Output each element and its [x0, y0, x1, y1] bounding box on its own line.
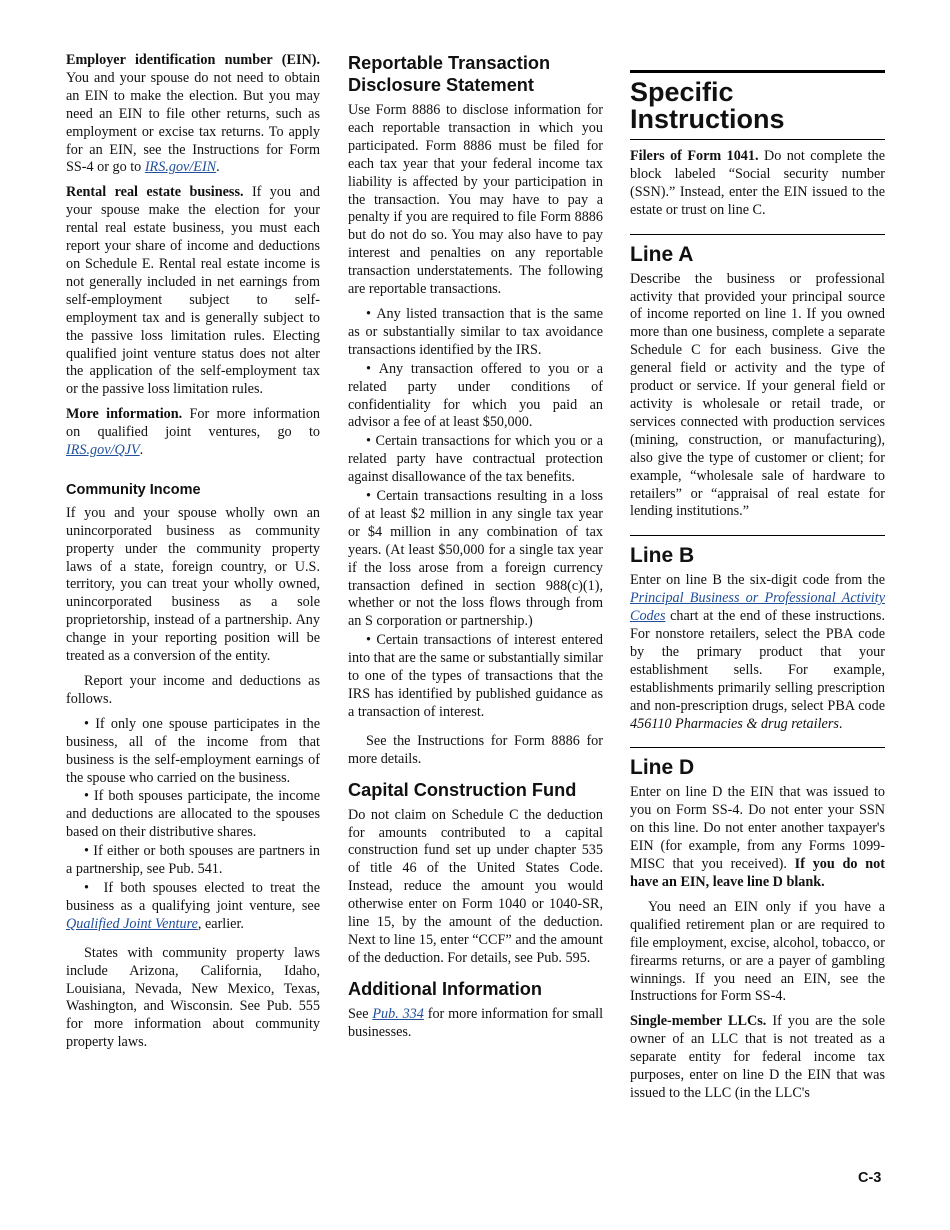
section-divider — [630, 234, 885, 235]
list-item: • Any listed transaction that is the same as or substantially similar to tax avoidance transactions identified by the IRS. — [348, 306, 603, 360]
line-b-mid: chart at the end of these instructions. For nonstore retailers, select the PBA code by the primary product that your establishment sells. For example, establishments primarily selling prescription and non-prescription drugs, select PBA code — [630, 608, 886, 714]
report-paragraph: Report your income and deductions as follows. — [66, 673, 320, 707]
list-item: • If either or both spouses are partners in a partnership, see Pub. 541. — [66, 843, 320, 879]
more-info-paragraph — [66, 406, 320, 460]
section-divider — [630, 535, 885, 536]
specific-instructions-heading: Specific Instructions — [630, 77, 785, 134]
list-item: • Certain transactions resulting in a loss of at least $2 million in any single tax year or $4 million in any combination of tax years. (At least $50,000 for a single tax year if the loss arose from a foreign currency transaction defined in section 988(c)(1), whether or not the loss flows through from an S corporation or partnership.) — [348, 488, 603, 631]
section-divider — [630, 747, 885, 748]
rtds-heading: Reportable Transaction Disclosure Statement — [348, 53, 551, 95]
list-item: • If only one spouse participates in the business, all of the income from that business is the self-employment earnings of the spouse who carried on the business. — [66, 716, 320, 788]
filers-paragraph — [630, 148, 885, 220]
qjv-bullet-end: , earlier. — [197, 915, 244, 932]
irs-ein-link[interactable]: IRS.gov/EIN — [144, 159, 217, 176]
line-b-code: 456110 Pharmacies & drug retailers — [630, 715, 839, 732]
more-info-end: . — [139, 442, 144, 459]
list-item: • Certain transactions for which you or a related party have contractual protection against disallowance of the tax benefits. — [348, 433, 603, 487]
line-d-heading: Line D — [630, 756, 695, 780]
rental-paragraph — [66, 184, 320, 399]
more-info-text: For more information on qualified joint ventures, go to — [66, 406, 321, 441]
smllc-heading: Single-member LLCs. — [630, 1013, 767, 1030]
list-item — [66, 880, 320, 934]
additional-info-paragraph — [348, 1006, 603, 1042]
additional-info-heading: Additional Information — [348, 978, 542, 999]
rental-text: If you and your spouse make the election for your rental real estate business, you must each report your share of income and deductions on Schedule E. Rental real estate income is not generally included in net earnings from self-employment subject to self-employment tax and is generally subject to the passive loss limitation rules. Electing qualified joint venture status does not alter the application of the self-employment tax or the passive loss limitation rules. — [66, 184, 320, 398]
qualified-joint-venture-link[interactable]: Qualified Joint Venture — [66, 915, 198, 932]
community-paragraph: If you and your spouse wholly own an unincorporated business as community property under the community property laws of a state, foreign country, or U.S. territory, you can treat your wholly owned, unincorporated business as a sole proprietorship, instead of a partnership. Any change in your reporting position will be treated as a conversion of the entity. — [66, 504, 320, 665]
line-d-bold: If you do not have an EIN, leave line D blank. — [630, 856, 886, 890]
ein-text: You and your spouse do not need to obtain an EIN to make the election. But you may need an EIN to file other returns, such as employment or excise tax returns. To apply for an EIN, see the Instructions for Form SS-4 or go to — [66, 69, 320, 176]
ccf-heading: Capital Construction Fund — [348, 779, 577, 800]
qjv-bullet-text: If both spouses elected to treat the business as a qualifying joint venture, see — [66, 879, 320, 914]
filers-text: Do not complete the block labeled “Social security number (SSN).” Instead, enter the EIN issued to the estate or trust on line C. — [630, 148, 885, 218]
see-8886-paragraph: See the Instructions for Form 8886 for more details. — [348, 732, 603, 767]
smllc-text: If you are the sole owner of an LLC that is not treated as a separate entity for federal income tax purposes, enter on line D the EIN that was issued to the LLC (in the LLC's — [630, 1013, 885, 1101]
line-b-end: . — [838, 715, 843, 732]
line-d-text: Enter on line D the EIN that was issued to you on Form SS-4. Do not enter your SSN on this line. Do not enter another taxpayer's EIN (for example, from any Forms 1099-MISC that you received). — [630, 784, 885, 873]
filers-heading: Filers of Form 1041. — [630, 148, 759, 164]
list-item: • If both spouses participate, the income and deductions are allocated to the spouses based on their distributive shares. — [66, 788, 320, 842]
addl-post: for more information for small businesses. — [348, 1005, 604, 1040]
rental-heading: Rental real estate business. — [66, 184, 244, 201]
irs-qjv-link[interactable]: IRS.gov/QJV — [66, 442, 140, 459]
smllc-paragraph — [630, 1013, 885, 1103]
more-info-heading: More information. — [66, 406, 183, 423]
need-ein-paragraph: You need an EIN only if you have a qualified retirement plan or are required to file employment, excise, alcohol, tobacco, or firearms returns, or are a payer of gambling winnings. If you need an EIN, see the Instructions for Form SS-4. — [630, 898, 885, 1005]
column-left — [66, 52, 320, 1059]
ccf-paragraph: Do not claim on Schedule C the deduction for amounts contributed to a capital construction fund set up under chapter 535 of title 46 of the United States Code. Instead, reduce the amount you would otherwise enter on Form 1040 or 1040-SR, line 15, by the amount of the deduction. Next to line 15, enter “CCF” and the amount of the deduction. For details, see Pub. 595. — [348, 806, 603, 966]
list-item: • Certain transactions of interest entered into that are the same or substantially similar to one of the types of transactions that the IRS has identified by published guidance as a transaction of interest. — [348, 632, 603, 722]
rtds-paragraph: Use Form 8886 to disclose information for each reportable transaction in which you participated. Form 8886 must be filed for each tax year that your federal income tax liability is affected by your participation in the transaction. You may have to pay a penalty if you are required to file Form 8886 but do not do so. You may also have to pay interest and penalties on any reportable transaction understatements. The following are reportable transactions. — [348, 102, 603, 298]
line-d-paragraph — [630, 784, 885, 891]
ein-end: . — [216, 159, 220, 176]
community-income-heading: Community Income — [66, 481, 201, 498]
column-right — [630, 52, 885, 1110]
line-b-pre: Enter on line B the six-digit code from the — [630, 572, 885, 589]
pub-334-link[interactable]: Pub. 334 — [372, 1005, 424, 1022]
ein-heading: Employer identification number (EIN). — [66, 52, 320, 68]
column-middle — [348, 52, 603, 1049]
section-divider — [630, 139, 885, 140]
addl-pre: See — [348, 1005, 369, 1022]
line-a-paragraph: Describe the business or professional activity that provided your principal source of income reported on line 1. If you owned more than one business, complete a separate Schedule C for each business. Give the general field or activity and the type of product or service. If your general field or activity is wholesale or retail trade, or services connected with production services (mining, construction, or manufacturing), also give the type of customer or client; for example, “wholesale sale of hardware to retailers” or “appraisal of real estate for lending institutions.” — [630, 270, 885, 520]
section-divider-thick — [630, 70, 885, 73]
pba-codes-link[interactable]: Principal Business or Professional Activity Codes — [630, 590, 885, 625]
line-b-heading: Line B — [630, 544, 695, 568]
line-a-heading: Line A — [630, 242, 694, 266]
states-paragraph: States with community property laws include Arizona, California, Idaho, Louisiana, Nevada, New Mexico, Texas, Washington, and Wisconsin. See Pub. 555 for more information about community property laws. — [66, 944, 320, 1051]
ein-paragraph — [66, 52, 320, 177]
list-item: • Any transaction offered to you or a related party under conditions of confidentiality for which you paid an advisor a fee of at least $50,000. — [348, 361, 603, 433]
line-b-paragraph — [630, 572, 885, 733]
page-number: C-3 — [858, 1170, 882, 1186]
